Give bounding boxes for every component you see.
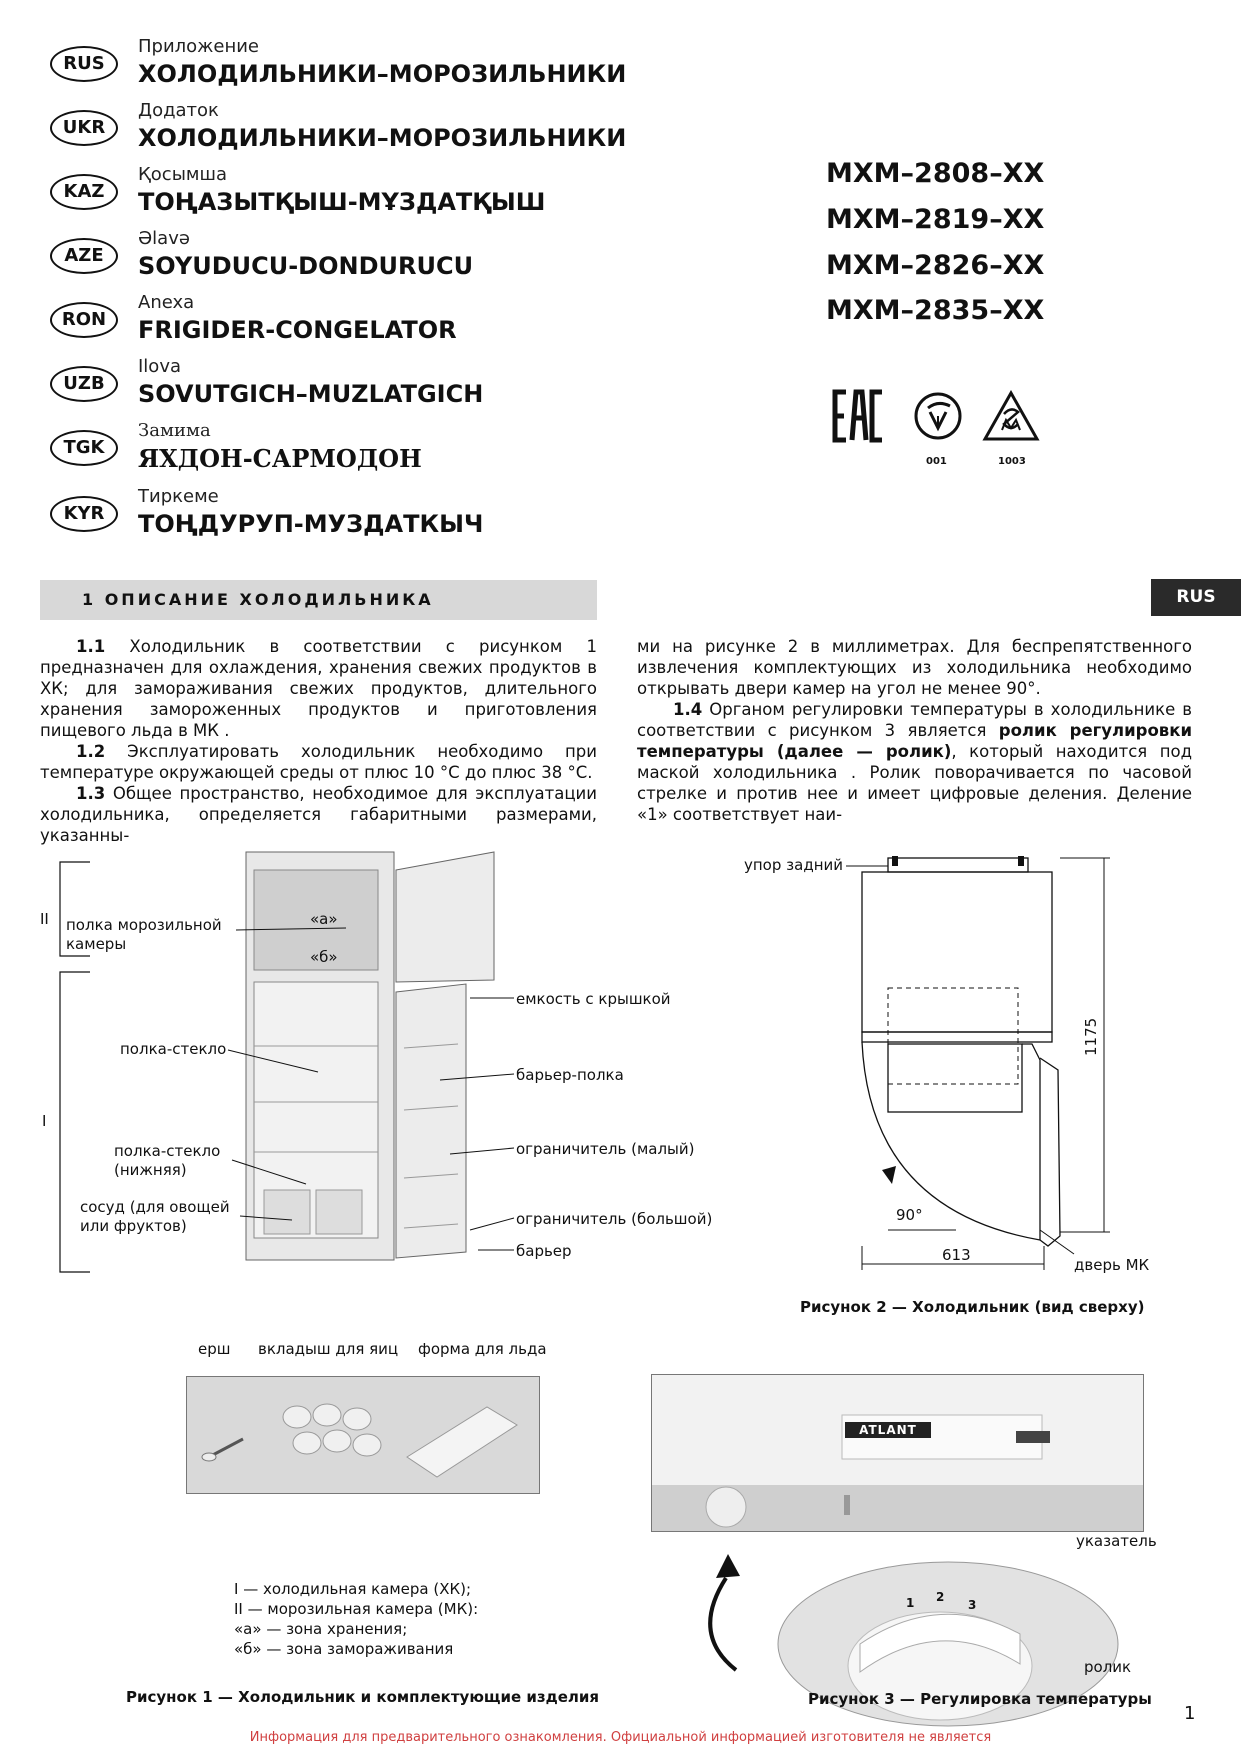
- para-number: 1.3: [76, 784, 106, 803]
- paragraph: Холодильник в соответствии с рисунком 1 предназначен для охлаждения, хранения свежих продуктов в ХК; для замораживания свежих продуктов, длительного хранения замороженных продуктов и приготовления пищевого льда в МК .: [40, 637, 597, 740]
- figure-3-caption: Рисунок 3 — Регулировка температуры: [808, 1690, 1152, 1708]
- para-number: 1.4: [673, 700, 703, 719]
- lang-title: ХОЛОДИЛЬНИКИ–МОРОЗИЛЬНИКИ: [138, 124, 627, 152]
- label-freezer-door: дверь МК: [1074, 1256, 1150, 1274]
- lang-badge: UZB: [50, 366, 118, 402]
- dial-digit: 3: [968, 1598, 977, 1612]
- lang-title: SOYUDUCU-DONDURUCU: [138, 252, 474, 280]
- cert-number: 001: [926, 456, 947, 467]
- paragraph: Общее пространство, необходимое для эксплуатации холодильника, определяется габаритными размерами, указанны-: [40, 784, 597, 845]
- paragraph: ми на рисунке 2 в миллиметрах. Для беспрепятственного извлечения комплектующих из холодильника необходимо открывать двери камер на угол не менее 90°.: [637, 637, 1192, 698]
- label-limiter-small: ограничитель (малый): [516, 1140, 695, 1158]
- lang-badge: AZE: [50, 238, 118, 274]
- legend-line: I — холодильная камера (ХК);: [234, 1580, 472, 1598]
- para-number: 1.2: [76, 742, 106, 761]
- model-number: МХМ–2835–ХХ: [826, 295, 1045, 326]
- model-number: МХМ–2819–ХХ: [826, 204, 1045, 235]
- label-roller: ролик: [1084, 1658, 1132, 1676]
- label-limiter-big: ограничитель (большой): [516, 1210, 713, 1228]
- label-egg-insert: вкладыш для яиц: [258, 1340, 399, 1358]
- disclaimer-footer: Информация для предварительного ознакомления. Официальной информацией изготовителя не является: [249, 1730, 992, 1745]
- dimension-width: 613: [942, 1246, 971, 1264]
- figure-1-caption: Рисунок 1 — Холодильник и комплектующие изделия: [126, 1688, 600, 1706]
- label-rear-stop: упор задний: [744, 856, 843, 874]
- lang-sub: Ilova: [138, 356, 182, 377]
- lang-sub: Приложение: [138, 36, 260, 57]
- legend-line: «б» — зона замораживания: [234, 1640, 454, 1658]
- model-number: МХМ–2826–ХХ: [826, 250, 1045, 281]
- dial-digit: 2: [936, 1590, 945, 1604]
- cert-number: 1003: [998, 456, 1026, 467]
- label-barrier: барьер: [516, 1242, 572, 1260]
- paragraph-bold: ролик регулировки температуры (далее — ролик): [637, 721, 1192, 761]
- lang-sub: Тиркеме: [138, 486, 219, 507]
- paragraph: , который находится под маской холодильника . Ролик поворачивается по часовой стрелке и против нее и имеет цифровые деления. Деление «1» соответствует наи-: [637, 742, 1193, 824]
- lang-sub: Anexa: [138, 292, 195, 313]
- brand-logo: ATLANT: [845, 1422, 931, 1438]
- label-lidded-container: емкость с крышкой: [516, 990, 671, 1008]
- para-number: 1.1: [76, 637, 106, 656]
- lang-badge: KAZ: [50, 174, 118, 210]
- section-title: 1 ОПИСАНИЕ ХОЛОДИЛЬНИКА: [82, 590, 434, 609]
- figure-2-caption: Рисунок 2 — Холодильник (вид сверху): [800, 1298, 1145, 1316]
- legend-line: «а» — зона хранения;: [234, 1620, 408, 1638]
- legend-line: II — морозильная камера (МК):: [234, 1600, 479, 1618]
- fridge-zone-b-label: «б»: [310, 948, 338, 966]
- lang-badge: RUS: [50, 46, 118, 82]
- lang-badge: UKR: [50, 110, 118, 146]
- paragraph: Эксплуатировать холодильник необходимо при температуре окружающей среды от плюс 10 °С до плюс 38 °С.: [40, 742, 597, 782]
- lang-title: SOVUTGICH–MUZLATGICH: [138, 380, 484, 408]
- lang-sub: Замима: [138, 420, 211, 441]
- paragraph: Органом регулировки температуры в холодильнике в соответствии с рисунком 3 является: [637, 700, 1192, 740]
- label-angle: 90°: [896, 1206, 923, 1224]
- dimension-height: 1175: [1082, 1017, 1100, 1056]
- page-number: 1: [1184, 1703, 1196, 1724]
- fridge-zone-a-label: «а»: [310, 910, 338, 928]
- lang-title: ТОҢАЗЫТҚЫШ-МҰЗДАТҚЫШ: [138, 188, 546, 216]
- lang-title: ХОЛОДИЛЬНИКИ–МОРОЗИЛЬНИКИ: [138, 60, 627, 88]
- zone-label: I: [42, 1112, 47, 1130]
- lang-title: ЯХДОН-САРМОДОН: [138, 444, 422, 473]
- label-glass-shelf: полка-стекло: [120, 1040, 227, 1058]
- lang-badge: TGK: [50, 430, 118, 466]
- label-pointer: указатель: [1076, 1532, 1157, 1550]
- language-tab: RUS: [1151, 579, 1241, 616]
- lang-badge: KYR: [50, 496, 118, 532]
- label-glass-shelf-lower: полка-стекло (нижняя): [114, 1142, 221, 1179]
- label-vessel: сосуд (для овощей или фруктов): [80, 1198, 230, 1235]
- lang-badge: RON: [50, 302, 118, 338]
- lang-title: ТОҢДУРУП-МУЗДАТКЫЧ: [138, 510, 484, 538]
- label-brush: ерш: [198, 1340, 231, 1358]
- lang-sub: Додаток: [138, 100, 219, 121]
- model-number: МХМ–2808–ХХ: [826, 158, 1045, 189]
- label-ice-tray: форма для льда: [418, 1340, 547, 1358]
- dial-digit: 1: [906, 1596, 915, 1610]
- label-freezer-shelf: полка морозильной камеры: [66, 916, 222, 953]
- lang-sub: Əlavə: [138, 228, 190, 249]
- lang-sub: Қосымша: [138, 164, 227, 185]
- lang-title: FRIGIDER-CONGELATOR: [138, 316, 457, 344]
- zone-label: II: [40, 910, 49, 928]
- label-barrier-shelf: барьер-полка: [516, 1066, 624, 1084]
